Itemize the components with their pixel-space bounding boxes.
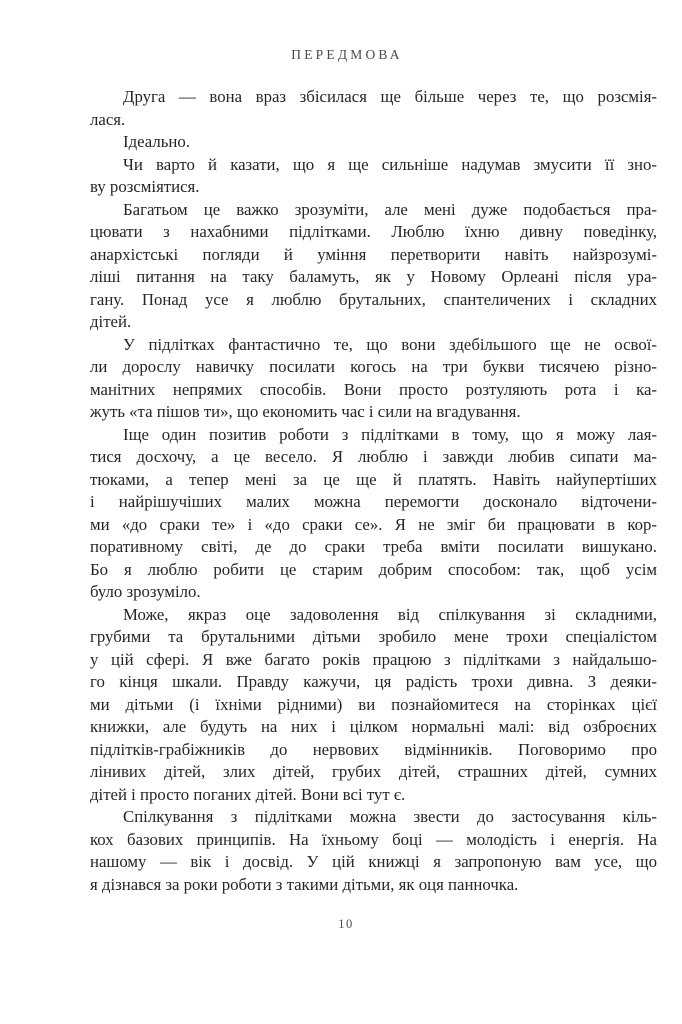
text-line: гану. Понад усе я люблю брутальних, спантеличених і складних: [90, 289, 657, 309]
chapter-header: ПЕРЕДМОВА: [291, 47, 403, 62]
text-line: тися досхочу, а це весело. Я люблю і завжди любив сипати ма-: [90, 447, 657, 466]
text-line: ми «до сраки те» і «до сраки се». Я не зміг би працювати в кор-: [90, 514, 657, 534]
text-line: го кінця шкали. Правду кажучи, ця радість трохи дивна. З деяки-: [90, 672, 657, 691]
text-line: ли дорослу навичку посилати когось на три букви тисячею різно-: [90, 357, 657, 376]
text-line: дітей і просто поганих дітей. Вони всі тут є.: [90, 784, 406, 804]
text-line: ву розсміятися.: [90, 177, 200, 196]
page-number: 10: [338, 917, 354, 931]
text-line: Багатьом це важко зрозуміти, але мені дуже подобається пра-: [123, 199, 657, 219]
text-line: Іще один позитив роботи з підлітками в тому, що я можу лая-: [123, 424, 657, 444]
text-line: і найрішучіших малих можна перемогти досконало відточени-: [90, 492, 657, 511]
text-line: у цій сфері. Я вже багато років працюю з підлітками з найдальшо-: [90, 649, 657, 669]
text-line: У підлітках фантастично те, що вони здебільшого ще не освої-: [123, 334, 657, 354]
text-line: я дізнався за роки роботи з такими дітьми, як оця панночка.: [90, 874, 519, 894]
text-line: лася.: [90, 109, 126, 129]
text-line: тюками, а тепер мені за це ще й платять. Навіть найупертіших: [90, 469, 657, 489]
text-line: жуть «та пішов ти», що економить час і сили на вгадування.: [90, 402, 521, 421]
text-line: Бо я люблю робити це старим добрим способом: так, щоб усім: [90, 559, 657, 579]
text-line: Спілкування з підлітками можна звести до застосування кіль-: [123, 807, 657, 826]
text-line: Може, якраз оце задоволення від спілкування зі складними,: [123, 604, 657, 624]
text-line: підлітків-грабіжників до нервових відмінників. Поговоримо про: [90, 739, 657, 759]
text-line: було зрозуміло.: [90, 582, 201, 601]
text-line: анархістські погляди й уміння перетворити навіть найзрозумі-: [90, 244, 657, 264]
body-text-column: [90, 86, 657, 896]
text-line: ліші питання на таку баламуть, як у Новому Орлеані після ура-: [90, 267, 657, 286]
text-line: цювати з нахабними підлітками. Люблю їхню дивну поведінку,: [90, 222, 657, 241]
text-line: Чи варто й казати, що я ще сильніше надумав змусити її зно-: [123, 154, 657, 174]
text-line: кох базових принципів. На їхньому боці — молодість і енергія. На: [90, 829, 657, 849]
text-line: грубими та брутальними дітьми зробило мене трохи спеціалістом: [90, 627, 657, 646]
text-line: манітних непрямих способів. Вони просто розтуляють рота і ка-: [90, 379, 657, 399]
text-line: ми дітьми (і їхніми рідними) ви познайомитеся на сторінках цієї: [90, 694, 657, 714]
text-line: нашому — вік і досвід. У цій книжці я запропоную вам усе, що: [90, 852, 657, 871]
text-line: лінивих дітей, злих дітей, грубих дітей, страшних дітей, сумних: [90, 762, 657, 781]
text-line: книжки, але будуть на них і цілком нормальні малі: від озброєних: [90, 717, 657, 736]
text-line: дітей.: [90, 312, 132, 331]
text-line: Друга — вона враз збісилася ще більше через те, що розсмія-: [123, 87, 657, 106]
text-line: поративному світі, де до сраки треба вміти посилати вишукано.: [90, 537, 657, 556]
text-line: Ідеально.: [123, 132, 190, 151]
